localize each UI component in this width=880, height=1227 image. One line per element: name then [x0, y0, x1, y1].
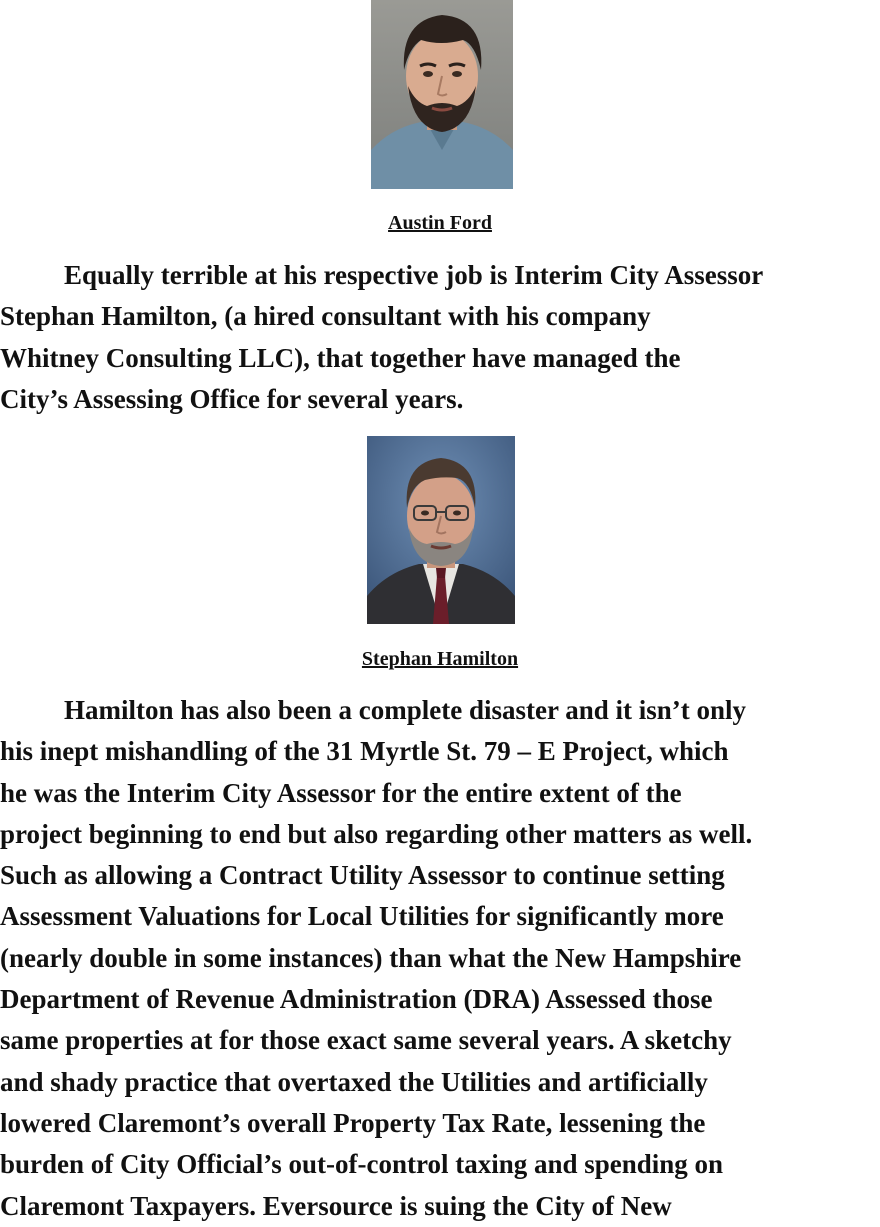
text-line: (nearly double in some instances) than what the New Hampshire — [0, 942, 742, 973]
text-line: his inept mishandling of the 31 Myrtle St. 79 – E Project, which — [0, 736, 729, 767]
text-line: Such as allowing a Contract Utility Assessor to continue setting — [0, 860, 725, 891]
text-line: same properties at for those exact same several years. A sketchy — [0, 1025, 732, 1056]
paragraph-interim-assessor — [0, 255, 880, 420]
text-line: Stephan Hamilton, (a hired consultant with his company — [0, 301, 651, 332]
paragraph-hamilton-disaster — [0, 690, 880, 1227]
text-line: Hamilton has also been a complete disaster and it isn’t only — [64, 695, 747, 725]
text-line: Department of Revenue Administration (DRA) Assessed those — [0, 984, 713, 1015]
portrait-photo-austin-ford — [371, 0, 513, 189]
text-line: he was the Interim City Assessor for the entire extent of the — [0, 777, 682, 808]
portrait-caption-austin-ford: Austin Ford — [388, 212, 492, 234]
text-line: burden of City Official’s out-of-control taxing and spending on — [0, 1149, 724, 1180]
text-line: project beginning to end but also regarding other matters as well. — [0, 818, 753, 849]
portrait-illustration — [367, 436, 515, 624]
text-line: Assessment Valuations for Local Utilities for significantly more — [0, 901, 724, 932]
portrait-photo-stephan-hamilton — [367, 436, 515, 624]
text-line: lowered Claremont’s overall Property Tax Rate, lessening the — [0, 1107, 706, 1138]
text-line: Claremont Taxpayers. Eversource is suing the City of New — [0, 1190, 672, 1221]
portrait-illustration — [371, 0, 513, 189]
text-line: Equally terrible at his respective job is Interim City Assessor — [64, 260, 764, 290]
text-line: Whitney Consulting LLC), that together have managed the — [0, 342, 681, 373]
text-line: and shady practice that overtaxed the Utilities and artificially — [0, 1066, 708, 1097]
text-line: City’s Assessing Office for several years. — [0, 383, 464, 414]
portrait-caption-stephan-hamilton: Stephan Hamilton — [361, 648, 519, 670]
